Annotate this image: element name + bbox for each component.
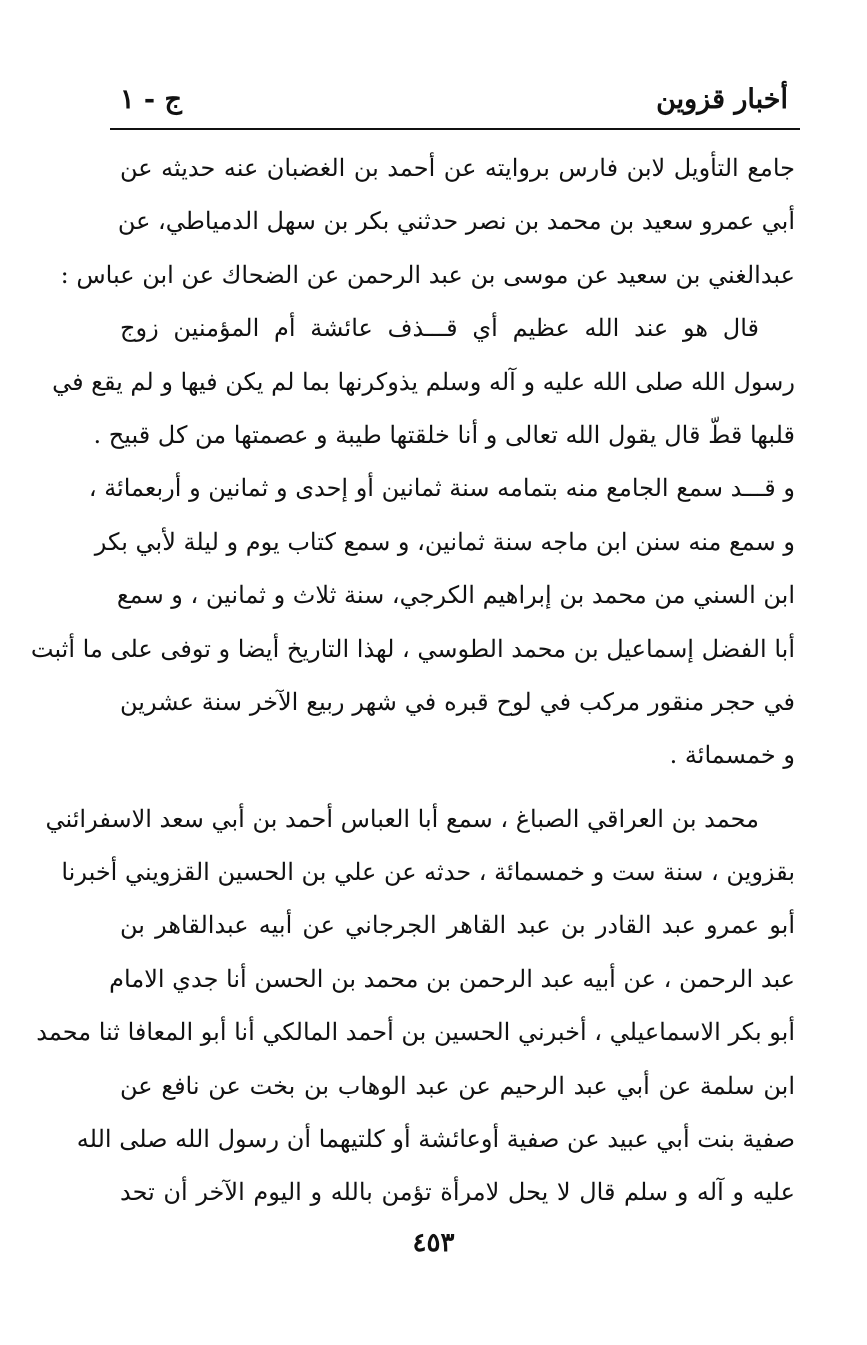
text-line: جامع التأويل لابن فارس بروايته عن أحمد بن الغضبان عنه حديثه عن	[120, 154, 795, 182]
text-line: محمد بن العراقي الصباغ ، سمع أبا العباس أحمد بن أبي سعد الاسفرائني	[45, 804, 759, 833]
book-title: أخبار قزوين	[656, 84, 788, 115]
text-line: عليه و آله و سلم قال لا يحل لامرأة تؤمن بالله و اليوم الآخر أن تحد	[120, 1178, 795, 1207]
paragraph-gap	[120, 783, 795, 793]
text-line: أبا الفضل إسماعيل بن محمد الطوسي ، لهذا التاريخ أيضا و توفى على ما أثبت	[30, 634, 795, 663]
text-line: عبد الرحمن ، عن أبيه عبد الرحمن بن محمد بن الحسن أنا جدي الامام	[109, 964, 795, 993]
text-line: أبو عمرو عبد القادر بن عبد القاهر الجرجاني عن أبيه عبدالقاهر بن	[120, 911, 795, 940]
text-line: بقزوين ، سنة ست و خمسمائة ، حدثه عن علي بن الحسين القزويني أخبرنا	[61, 858, 795, 887]
text-line: ابن سلمة عن أبي عبد الرحيم عن عبد الوهاب بن بخت عن نافع عن	[120, 1071, 795, 1100]
text-line: صفية بنت أبي عبيد عن صفية أوعائشة أو كلتيهما أن رسول الله صلى الله	[76, 1125, 795, 1154]
page-number: ٤٥٣	[412, 1228, 455, 1258]
text-line: و سمع منه سنن ابن ماجه سنة ثمانين، و سمع كتاب يوم و ليلة لأبي بكر	[94, 527, 795, 556]
text-line: رسول الله صلى الله عليه و آله وسلم يذوكرنها بما لم يكن فيها و لم يقع في	[52, 367, 795, 396]
volume-number: ج - ١	[120, 84, 182, 115]
text-line: قال هو عند الله عظيم أي قـــذف عائشة أم المؤمنين زوج	[120, 314, 759, 343]
text-line: و خمسمائة .	[669, 741, 795, 770]
text-line: قلبها قطّ قال يقول الله تعالى و أنا خلقتها طيبة و عصمتها من كل قبيح .	[93, 420, 795, 449]
text-line: عبدالغني بن سعيد عن موسى بن عبد الرحمن عن الضحاك عن ابن عباس :	[60, 260, 795, 289]
header-rule	[110, 128, 800, 130]
text-line: و قـــد سمع الجامع منه بتمامه سنة ثمانين أو إحدى و ثمانين و أربعمائة ،	[88, 474, 795, 503]
text-line: أبي عمرو سعيد بن محمد بن نصر حدثني بكر بن سهل الدمياطي، عن	[117, 207, 795, 236]
running-header	[110, 78, 800, 128]
body-text	[30, 142, 795, 1220]
text-line: في حجر منقور مركب في لوح قبره في شهر ربيع الآخر سنة عشرين	[120, 687, 795, 716]
text-line: أبو بكر الاسماعيلي ، أخبرني الحسين بن أحمد المالكي أنا أبو المعافا ثنا محمد	[36, 1018, 795, 1047]
text-line: ابن السني من محمد بن إبراهيم الكرجي، سنة ثلاث و ثمانين ، و سمع	[116, 581, 795, 610]
